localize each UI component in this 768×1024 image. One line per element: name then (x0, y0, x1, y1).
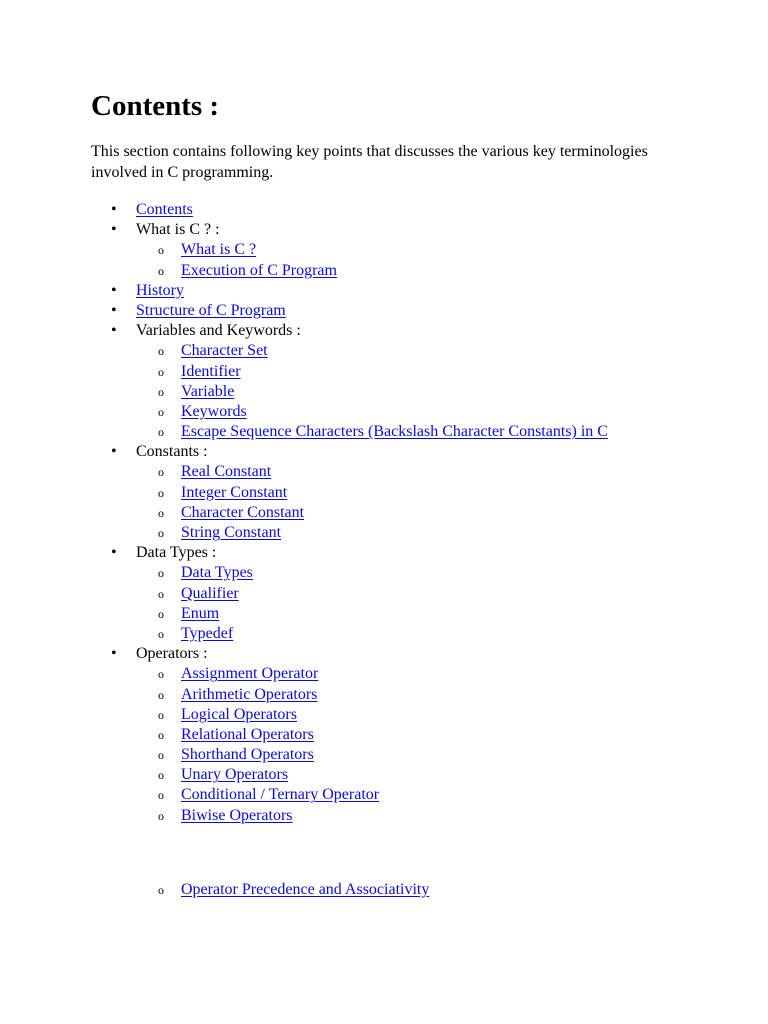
toc-item-logical-operators (0, 705, 768, 725)
toc-item-identifier (0, 362, 768, 382)
toc-item-assignment-operator (0, 664, 768, 684)
toc-section-variables (0, 321, 768, 341)
circle-bullet-icon: o (158, 526, 164, 540)
toc-section-data-types (0, 543, 768, 563)
toc-item-relational-operators (0, 725, 768, 745)
link-assignment-operator[interactable]: Assignment Operator (181, 665, 319, 683)
toc-item-variable (0, 382, 768, 402)
bullet-icon: • (111, 544, 117, 562)
circle-bullet-icon: o (158, 626, 164, 641)
toc-section-what-is-c (0, 220, 768, 240)
circle-bullet-icon: o (158, 384, 164, 399)
circle-bullet-icon: o (158, 687, 164, 702)
link-integer-constant[interactable]: Integer Constant (181, 483, 288, 501)
section-label-constants: Constants : (136, 443, 208, 461)
toc-item-string-constant (0, 523, 768, 543)
circle-bullet-icon: o (158, 808, 164, 823)
circle-bullet-icon: o (158, 425, 164, 440)
circle-bullet-icon: o (158, 748, 164, 763)
toc-item-typedef (0, 624, 768, 644)
toc-section-operators (0, 644, 768, 664)
link-arithmetic-operators[interactable]: Arithmetic Operators (181, 685, 318, 703)
link-character-constant[interactable]: Character Constant (181, 503, 305, 521)
circle-bullet-icon: o (158, 882, 164, 897)
bullet-icon: • (111, 645, 117, 663)
toc-section-constants (0, 442, 768, 462)
circle-bullet-icon: o (158, 505, 164, 520)
bullet-icon: • (111, 322, 117, 340)
link-variable[interactable]: Variable (181, 382, 235, 400)
bullet-icon: • (111, 221, 117, 239)
circle-bullet-icon: o (158, 566, 164, 581)
circle-bullet-icon: o (158, 344, 164, 359)
toc-item-real-constant (0, 462, 768, 482)
link-shorthand-operators[interactable]: Shorthand Operators (181, 746, 314, 764)
toc-item-data-types (0, 563, 768, 583)
circle-bullet-icon: o (158, 727, 164, 742)
toc-item-qualifier (0, 584, 768, 604)
intro-paragraph: This section contains following key points that discusses the various key terminologies involved in C programming. (91, 143, 648, 181)
link-data-types[interactable]: Data Types (181, 564, 253, 582)
toc-item-conditional-operator (0, 785, 768, 805)
toc-item-character-constant (0, 503, 768, 523)
circle-bullet-icon: o (158, 465, 164, 480)
circle-bullet-icon: o (158, 243, 164, 258)
link-relational-operators[interactable]: Relational Operators (181, 725, 314, 743)
circle-bullet-icon: o (158, 788, 164, 803)
toc-item-shorthand-operators (0, 745, 768, 765)
circle-bullet-icon: o (158, 485, 164, 500)
toc-item-unary-operators (0, 765, 768, 785)
link-what-is-c[interactable]: What is C ? (181, 241, 257, 259)
section-label-variables: Variables and Keywords : (136, 322, 301, 340)
toc-item-execution (0, 261, 768, 281)
table-of-contents (0, 200, 768, 900)
circle-bullet-icon: o (158, 364, 164, 379)
link-escape-sequence[interactable]: Escape Sequence Characters (Backslash Character Constants) in C (181, 423, 608, 441)
link-execution[interactable]: Execution of C Program (181, 261, 337, 279)
bullet-icon: • (111, 201, 117, 218)
circle-bullet-icon: o (158, 707, 164, 722)
toc-item-arithmetic-operators (0, 685, 768, 705)
circle-bullet-icon: o (158, 768, 164, 783)
toc-item-history (0, 281, 768, 301)
link-real-constant[interactable]: Real Constant (181, 463, 272, 481)
toc-item-keywords (0, 402, 768, 422)
toc-item-integer-constant (0, 483, 768, 503)
link-character-set[interactable]: Character Set (181, 342, 268, 360)
toc-item-biwise-operators (0, 806, 768, 826)
bullet-icon: • (111, 301, 117, 319)
circle-bullet-icon: o (158, 667, 164, 682)
link-operator-precedence[interactable]: Operator Precedence and Associativity (181, 880, 430, 898)
toc-item-character-set (0, 341, 768, 361)
toc-item-contents (0, 200, 768, 220)
link-contents[interactable]: Contents (136, 201, 193, 218)
link-qualifier[interactable]: Qualifier (181, 584, 239, 602)
toc-item-what-is-c (0, 240, 768, 260)
section-label-what-is-c: What is C ? : (136, 221, 220, 239)
link-string-constant[interactable]: String Constant (181, 524, 282, 541)
link-typedef[interactable]: Typedef (181, 624, 234, 642)
link-keywords[interactable]: Keywords (181, 402, 247, 420)
page-title: Contents : (91, 90, 220, 122)
link-enum[interactable]: Enum (181, 604, 220, 622)
section-label-operators: Operators : (136, 645, 208, 663)
circle-bullet-icon: o (158, 586, 164, 601)
link-identifier[interactable]: Identifier (181, 362, 241, 380)
bullet-icon: • (111, 443, 117, 461)
link-conditional-operator[interactable]: Conditional / Ternary Operator (181, 786, 380, 804)
link-biwise-operators[interactable]: Biwise Operators (181, 806, 293, 824)
link-history[interactable]: History (136, 281, 184, 299)
toc-item-enum (0, 604, 768, 624)
section-label-data-types: Data Types : (136, 544, 217, 562)
toc-item-operator-precedence (0, 880, 768, 900)
circle-bullet-icon: o (158, 404, 164, 419)
link-unary-operators[interactable]: Unary Operators (181, 766, 289, 784)
circle-bullet-icon: o (158, 263, 164, 278)
bullet-icon: • (111, 281, 117, 299)
toc-item-escape-sequence (0, 422, 768, 442)
link-logical-operators[interactable]: Logical Operators (181, 705, 297, 723)
circle-bullet-icon: o (158, 606, 164, 621)
link-structure[interactable]: Structure of C Program (136, 301, 286, 319)
toc-item-structure (0, 301, 768, 321)
